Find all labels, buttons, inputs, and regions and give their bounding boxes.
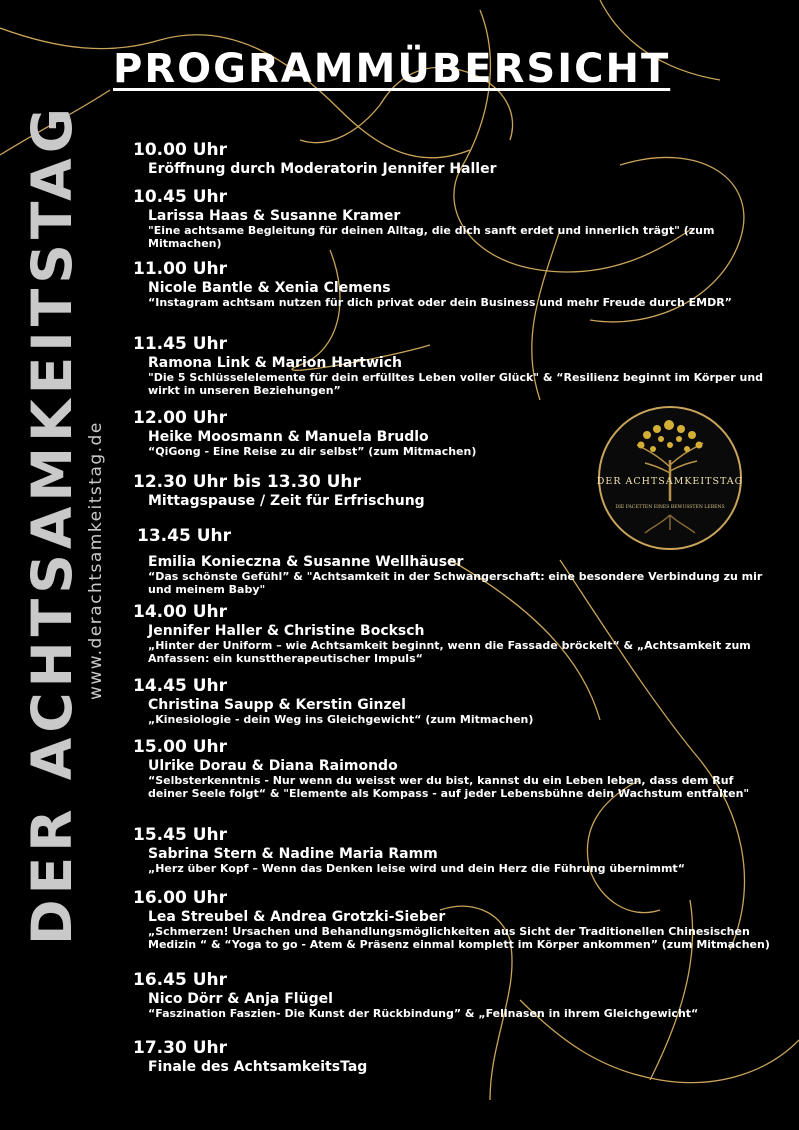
side-event-title: DER ACHTSAMKEITSTAG: [20, 103, 84, 945]
schedule-entry: [133, 187, 773, 250]
schedule-entry: [133, 737, 773, 800]
entry-speakers: Mittagspause / Zeit für Erfrischung: [148, 493, 425, 509]
entry-time: 12.00 Uhr: [133, 408, 227, 428]
entry-speakers: Emilia Konieczna & Susanne Wellhäuser: [148, 554, 464, 570]
schedule-entry: [133, 408, 593, 459]
schedule-entry: [133, 602, 773, 665]
entry-description: “Selbsterkenntnis - Nur wenn du weisst wer du bist, kannst du ein Leben leben, dass dem Ruf deiner Seele folgt“ & "Elemente als Kompass - auf jeder Lebensbühne dein Wachstum entfalten": [148, 774, 750, 800]
entry-speakers: Heike Moosmann & Manuela Brudlo: [148, 429, 429, 445]
entry-description: „Kinesiologie - dein Weg ins Gleichgewicht“ (zum Mitmachen): [148, 713, 534, 726]
schedule-entry: [133, 140, 773, 178]
entry-time: 17.30 Uhr: [133, 1038, 227, 1058]
entry-description: “Das schönste Gefühl” & "Achtsamkeit in der Schwangerschaft: eine besondere Verbindung zu mir und meinem Baby": [148, 570, 763, 596]
entry-speakers: Ramona Link & Marion Hartwich: [148, 355, 402, 371]
entry-speakers: Ulrike Dorau & Diana Raimondo: [148, 758, 398, 774]
entry-speakers: Finale des AchtsamkeitsTag: [148, 1059, 368, 1075]
entry-speakers: Jennifer Haller & Christine Bocksch: [148, 623, 425, 639]
schedule-entry: [133, 472, 593, 510]
entry-time: 16.00 Uhr: [133, 888, 227, 908]
entry-time: 16.45 Uhr: [133, 970, 227, 990]
entry-time: 15.00 Uhr: [133, 737, 227, 757]
entry-time: 11.00 Uhr: [133, 259, 227, 279]
entry-description: "Die 5 Schlüsselelemente für dein erfülltes Leben voller Glück" & “Resilienz beginnt im Körper und wirkt in unseren Beziehungen”: [148, 371, 764, 397]
schedule-entry: [133, 970, 773, 1021]
entry-speakers: Nico Dörr & Anja Flügel: [148, 991, 333, 1007]
entry-description: „Herz über Kopf – Wenn das Denken leise wird und dein Herz die Führung übernimmt“: [148, 862, 685, 875]
logo-text-sub: DIE FACETTEN EINES BEWUSSTEN LEBENS: [615, 505, 725, 510]
schedule-entry: [133, 825, 773, 876]
side-website-link[interactable]: www.derachtsamkeitstag.de: [86, 421, 106, 700]
entry-description: „Hinter der Uniform – wie Achtsamkeit beginnt, wenn die Fassade bröckelt“ & „Achtsamkeit zum Anfassen: ein kunsttherapeutischer Impuls“: [148, 639, 751, 665]
schedule-entry: [133, 676, 773, 727]
entry-time: 15.45 Uhr: [133, 825, 227, 845]
schedule-entry: [133, 888, 773, 951]
entry-speakers: Larissa Haas & Susanne Kramer: [148, 208, 401, 224]
entry-description: “QiGong - Eine Reise zu dir selbst” (zum Mitmachen): [148, 445, 477, 458]
entry-time: 14.45 Uhr: [133, 676, 227, 696]
entry-description: “Instagram achtsam nutzen für dich privat oder dein Business und mehr Freude durch EMDR”: [148, 296, 732, 309]
schedule-entry: [133, 1038, 773, 1076]
entry-description: “Faszination Faszien- Die Kunst der Rückbindung” & „Fellnasen in ihrem Gleichgewicht“: [148, 1007, 699, 1020]
entry-time: 13.45 Uhr: [137, 526, 231, 546]
entry-description: "Eine achtsame Begleitung für deinen Alltag, die dich sanft erdet und innerlich trägt" (zum Mitmachen): [148, 224, 715, 250]
entry-time: 12.30 Uhr bis 13.30 Uhr: [133, 472, 361, 492]
schedule-entry: [133, 334, 773, 397]
schedule-entry: [137, 526, 777, 596]
entry-time: 14.00 Uhr: [133, 602, 227, 622]
entry-speakers: Nicole Bantle & Xenia Clemens: [148, 280, 391, 296]
logo-text-main: DER ACHTSAMKEITSTAG: [597, 476, 743, 487]
entry-time: 10.45 Uhr: [133, 187, 227, 207]
schedule-entry: [133, 259, 773, 310]
entry-speakers: Christina Saupp & Kerstin Ginzel: [148, 697, 406, 713]
entry-speakers: Eröffnung durch Moderatorin Jennifer Haller: [148, 161, 497, 177]
entry-description: „Schmerzen! Ursachen und Behandlungsmöglichkeiten aus Sicht der Traditionellen Chinesischen Medizin “ & “Yoga to go - Atem & Präsenz einmal komplett im Körper ankommen” (zum Mitmachen): [148, 925, 770, 951]
entry-time: 10.00 Uhr: [133, 140, 227, 160]
page-title: PROGRAMMÜBERSICHT: [113, 46, 671, 92]
entry-speakers: Lea Streubel & Andrea Grotzki-Sieber: [148, 909, 446, 925]
entry-speakers: Sabrina Stern & Nadine Maria Ramm: [148, 846, 438, 862]
entry-time: 11.45 Uhr: [133, 334, 227, 354]
